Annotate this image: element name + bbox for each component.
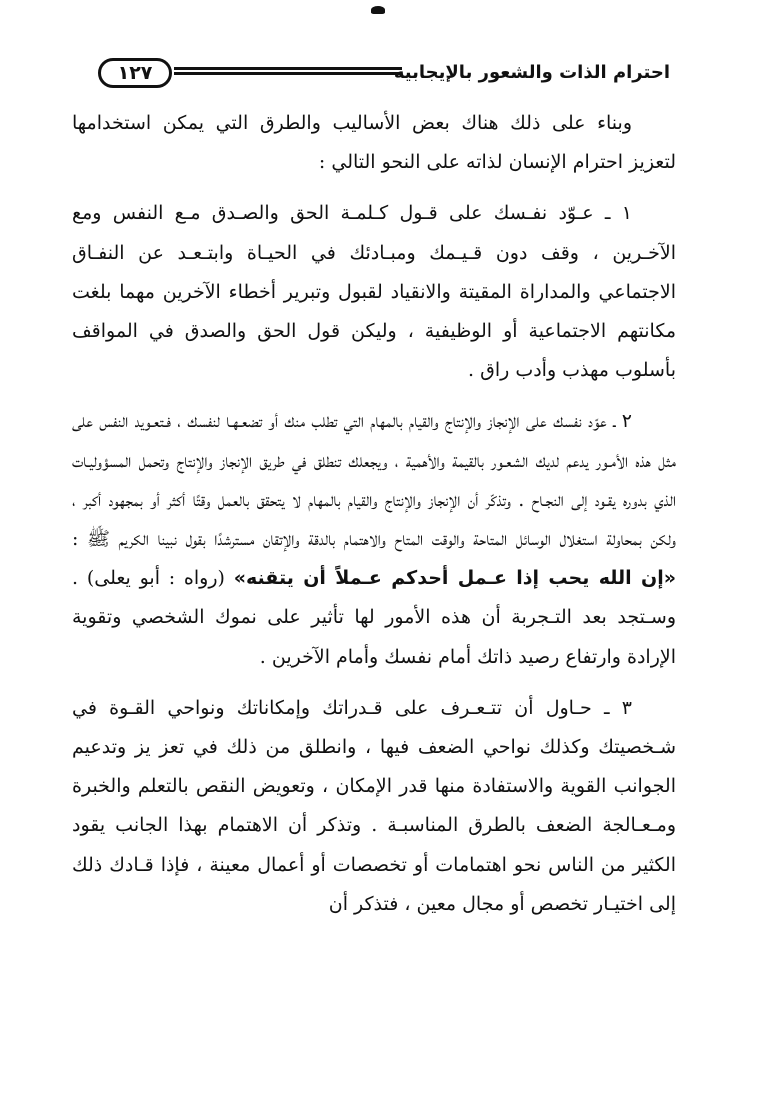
paragraph-point-1: ١ ـ عـوّد نفـسك على قـول كـلمـة الحق والصـدق مـع النفس ومع الآخـرين ، وقف دون قـيـمك ومبـادئك في الحيـاة وابتـعـد عن النفـاق الاجتماعي والمداراة المقيتة والانقياد لقبول وتبرير أخطاء الآخرين مهما بلغت مكانتهم الاجتماعية أو الوظيفية ، وليكن قول الحق والصدق في المواقف بأسلوب مهذب وأدب راق . (72, 202, 676, 382)
top-ornament-mark (371, 6, 385, 14)
page-header (78, 56, 670, 96)
paragraph-point-2 (72, 402, 676, 676)
page-body (72, 104, 676, 924)
header-double-rule (174, 67, 402, 79)
hadith-quote: «إن الله يحب إذا عـمل أحدكم عـملاً أن يتقنه» (233, 567, 676, 590)
page-number: ١٢٧ (117, 62, 153, 84)
paragraph-intro: وبناء على ذلك هناك بعض الأساليب والطرق التي يمكن استخدامها لتعزيز احترام الإنسان لذاته على النحو التالي : (72, 112, 676, 174)
page-number-badge (98, 58, 172, 88)
paragraph-point-3: ٣ ـ حـاول أن تتـعـرف على قـدراتك وإمكاناتك ونواحي القـوة في شـخصيتك وكذلك نواحي الضعف فيها ، وانطلق من ذلك في تعز يز وتدعيم الجوانب القوية والاستفادة منها قدر الإمكان ، وتعويض النقص بالتعلم والخبرة ومـعـالجة الضعف بالطرق المناسبـة . وتذكر أن الاهتمام بهذا الجانب يقود الكثير من الناس نحو اهتمامات أو تخصصات أو أعمال معينة ، فإذا قـادك ذلك إلى اختيـار تخصص أو مجال معين ، فتذكر أن (72, 696, 676, 915)
paragraph-point-2-lead: ٢ ـ عوّد نفسك على الإنجاز والإنتاج والقيام بالمهام التي تطلب منك أو تضعـهـا لنفسك ، فـتعـويد النفس على مثل هذه الأمـور يدعم لديك الشعـور بالقيمة والأهمية ، ويجعلك تنطلق في طريق الإنجاز والإنتاج وتحمل المسؤوليـات الذي بدوره يقـود إلى النجـاح . وتذكّر أن الإنجاز والإنتاج والقيام بالمهام لا يتحقق بالعمل وقتًا أكثر أو بمجهود أكبر ، ولكن بمحاولة استغلال الوسائل المتاحة والوقت المتاح والاهتمام بالدقة والإتقان مسترشدًا بقول نبينا الكريم ﷺ : (72, 410, 676, 551)
header-rule-line-bottom (174, 72, 402, 75)
paragraph-point-2-tail: (رواه : أبو يعلى) . وسـتجد بعد التـجربة أن هذه الأمور لها تأثير على نموك الشخصي وتقوية الإرادة وارتفاع رصيد ذاتك أمام نفسك وأمام الآخرين . (72, 567, 676, 668)
running-title: احترام الذات والشعور بالإيجابية (393, 62, 670, 83)
header-rule-line-top (174, 67, 402, 70)
